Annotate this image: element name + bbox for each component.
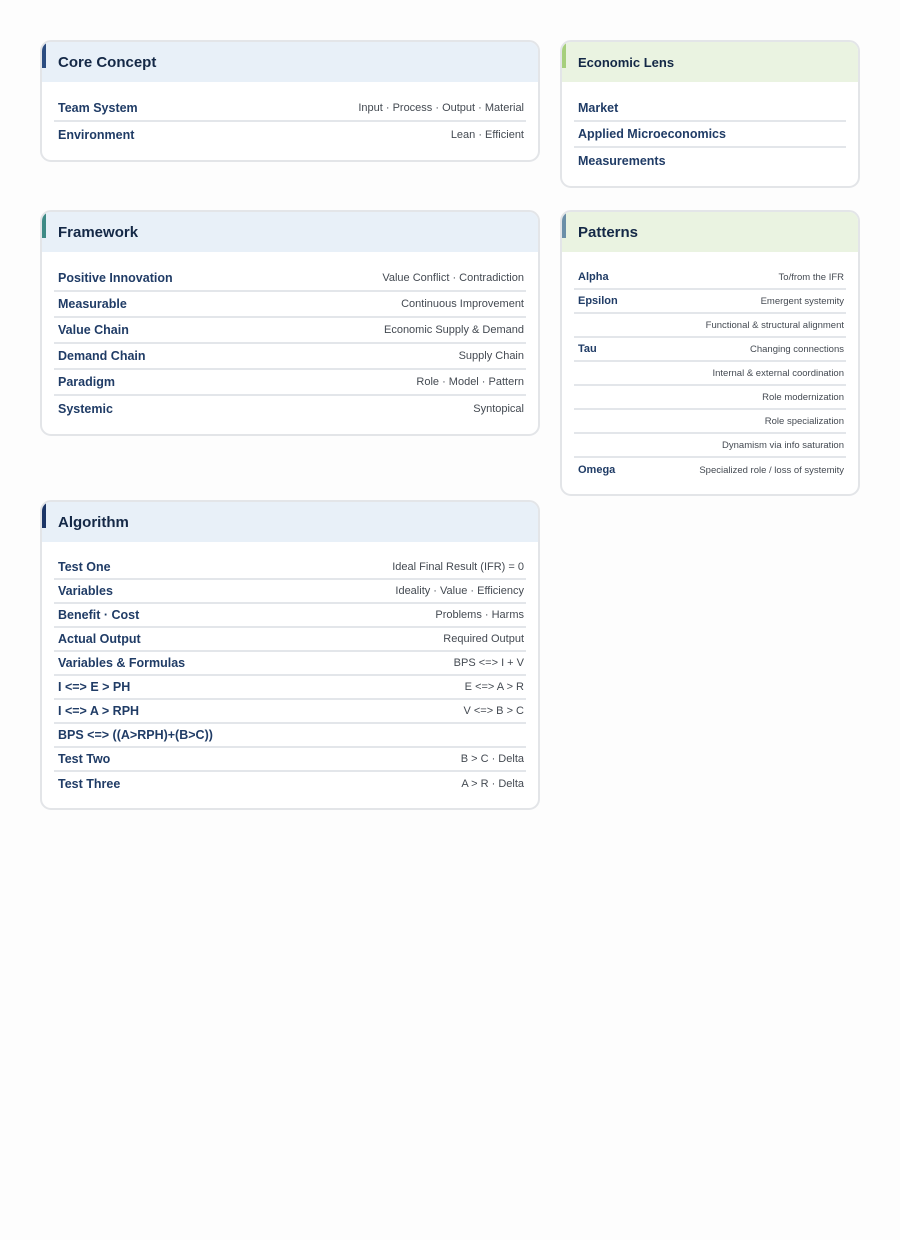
core-row bbox=[54, 122, 526, 148]
row-value: Input · Process · Output · Material bbox=[358, 102, 524, 114]
row-value: Value Conflict · Contradiction bbox=[382, 272, 524, 284]
core-concept-card bbox=[40, 40, 540, 162]
row-label: Paradigm bbox=[58, 375, 115, 389]
framework-row bbox=[54, 344, 526, 370]
economic-lens-accent bbox=[560, 40, 566, 68]
row-value: Required Output bbox=[443, 633, 524, 645]
algorithm-header bbox=[42, 502, 538, 542]
pattern-row bbox=[574, 266, 846, 290]
algorithm-row bbox=[54, 676, 526, 700]
row-label: Test Three bbox=[58, 777, 121, 791]
algorithm-row bbox=[54, 724, 526, 748]
row-value: To/from the IFR bbox=[778, 271, 844, 283]
pattern-row bbox=[574, 458, 846, 482]
row-label: Demand Chain bbox=[58, 349, 146, 363]
framework-card bbox=[40, 210, 540, 436]
pattern-row bbox=[574, 362, 846, 386]
row-label: Test Two bbox=[58, 752, 111, 766]
algorithm-row bbox=[54, 628, 526, 652]
framework-header bbox=[42, 212, 538, 252]
row-label: Measurable bbox=[58, 297, 127, 311]
row-value: B > C · Delta bbox=[460, 753, 524, 765]
row-label: I <=> A > RPH bbox=[58, 704, 140, 718]
row-value: Emergent systemity bbox=[760, 295, 844, 307]
row-label: Epsilon bbox=[578, 295, 618, 307]
algorithm-rows bbox=[42, 542, 538, 796]
row-value: Internal & external coordination bbox=[712, 367, 844, 379]
row-label: Variables bbox=[58, 584, 113, 598]
row-value: Role · Model · Pattern bbox=[416, 376, 524, 388]
algorithm-row bbox=[54, 700, 526, 724]
patterns-card bbox=[560, 210, 860, 496]
framework-rows bbox=[42, 252, 538, 422]
pattern-row bbox=[574, 386, 846, 410]
row-label: Omega bbox=[578, 464, 616, 476]
row-label: Positive Innovation bbox=[58, 271, 173, 285]
row-value: Changing connections bbox=[749, 343, 844, 355]
framework-row bbox=[54, 370, 526, 396]
row-label: Actual Output bbox=[58, 632, 141, 646]
row-label: Alpha bbox=[578, 271, 609, 283]
economic-lens-header bbox=[562, 42, 858, 82]
row-label: BPS <=> ((A>RPH)+(B>C)) bbox=[58, 728, 213, 742]
economic-lens-title: Economic Lens bbox=[578, 54, 675, 70]
patterns-rows bbox=[562, 252, 858, 482]
row-value: Lean · Efficient bbox=[450, 129, 524, 141]
row-value: Ideal Final Result (IFR) = 0 bbox=[392, 561, 524, 573]
pattern-row bbox=[574, 290, 846, 314]
economic-lens-rows bbox=[562, 82, 858, 174]
row-label: Measurements bbox=[578, 154, 666, 168]
row-label: Team System bbox=[58, 101, 138, 115]
row-label: Systemic bbox=[58, 402, 113, 416]
row-label: Applied Microeconomics bbox=[578, 127, 726, 141]
algorithm-row bbox=[54, 772, 526, 796]
row-value: Ideality · Value · Efficiency bbox=[395, 585, 524, 597]
row-label: Value Chain bbox=[58, 323, 129, 337]
algorithm-row bbox=[54, 556, 526, 580]
row-label: Environment bbox=[58, 128, 135, 142]
row-label: Market bbox=[578, 101, 619, 115]
algorithm-row bbox=[54, 604, 526, 628]
row-value: Specialized role / loss of systemity bbox=[699, 464, 844, 476]
core-concept-title: Core Concept bbox=[58, 53, 157, 71]
algorithm-row bbox=[54, 580, 526, 604]
framework-row bbox=[54, 318, 526, 344]
economic-row bbox=[574, 148, 846, 174]
row-value: Functional & structural alignment bbox=[705, 319, 844, 331]
economic-row bbox=[574, 96, 846, 122]
pattern-row bbox=[574, 410, 846, 434]
row-value: BPS <=> I + V bbox=[453, 657, 524, 669]
row-value: Economic Supply & Demand bbox=[383, 324, 524, 336]
patterns-accent bbox=[560, 210, 566, 238]
algorithm-card bbox=[40, 500, 540, 810]
row-value: Role specialization bbox=[764, 415, 844, 427]
patterns-header bbox=[562, 212, 858, 252]
row-value: A > R · Delta bbox=[461, 778, 524, 790]
row-label: Benefit · Cost bbox=[58, 608, 140, 622]
framework-row bbox=[54, 396, 526, 422]
row-value: Continuous Improvement bbox=[401, 298, 524, 310]
patterns-title: Patterns bbox=[578, 223, 639, 241]
row-label: I <=> E > PH bbox=[58, 680, 131, 694]
algorithm-accent bbox=[40, 500, 46, 528]
pattern-row bbox=[574, 338, 846, 362]
row-value: Problems · Harms bbox=[435, 609, 524, 621]
row-label: Test One bbox=[58, 560, 111, 574]
pattern-row bbox=[574, 434, 846, 458]
pattern-row bbox=[574, 314, 846, 338]
algorithm-row bbox=[54, 748, 526, 772]
row-value: Supply Chain bbox=[458, 350, 524, 362]
row-label: Tau bbox=[578, 343, 597, 355]
row-value: E <=> A > R bbox=[464, 681, 524, 693]
row-value: V <=> B > C bbox=[463, 705, 524, 717]
framework-accent bbox=[40, 210, 46, 238]
core-concept-accent bbox=[40, 40, 46, 68]
row-label: Variables & Formulas bbox=[58, 656, 186, 670]
algorithm-row bbox=[54, 652, 526, 676]
framework-row bbox=[54, 292, 526, 318]
row-value: Syntopical bbox=[473, 403, 524, 415]
economic-row bbox=[574, 122, 846, 148]
framework-row bbox=[54, 266, 526, 292]
core-row bbox=[54, 96, 526, 122]
framework-title: Framework bbox=[58, 223, 139, 241]
row-value: Dynamism via info saturation bbox=[722, 439, 844, 451]
row-value: Role modernization bbox=[762, 391, 844, 403]
core-concept-header bbox=[42, 42, 538, 82]
economic-lens-card bbox=[560, 40, 860, 188]
algorithm-title: Algorithm bbox=[58, 513, 129, 531]
core-concept-rows bbox=[42, 82, 538, 148]
